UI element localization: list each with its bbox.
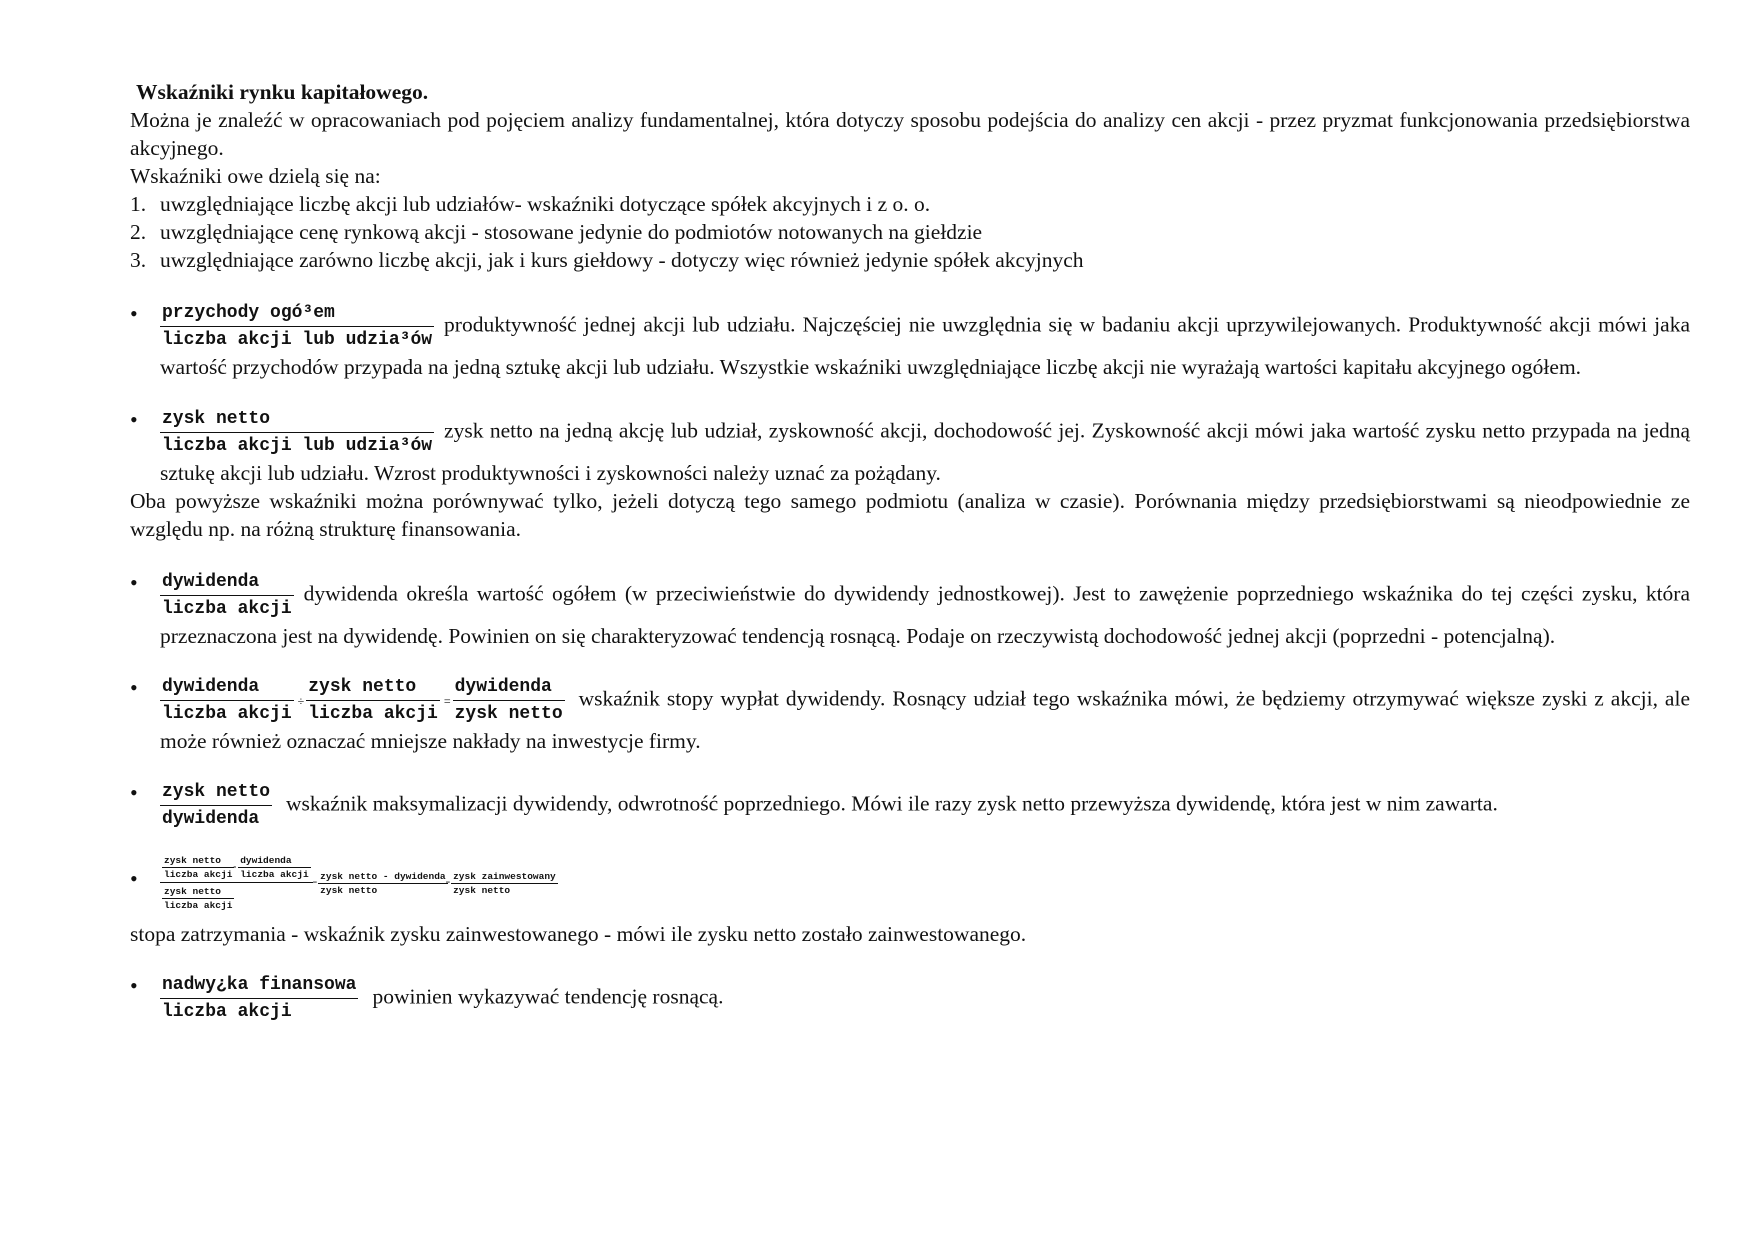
compound-denominator: [160, 883, 313, 912]
equals-operator: =: [312, 878, 318, 887]
fraction-denominator: liczba akcji: [164, 900, 233, 911]
formula-fraction-3: [451, 870, 558, 897]
ratio-fraction: [160, 300, 434, 353]
fraction-denominator: liczba akcji: [308, 704, 438, 724]
equals-operator: =: [445, 878, 451, 887]
ratio-description: zysk netto na jedną akcję lub udział, zyskowność akcji, dochodowość jej. Zyskowność akcji mówi jaka wartość zysku netto przypada na jedną sztukę akcji lub udziału. Wzrost produktywności i zyskowności należy uznać za pożądany.: [160, 418, 1690, 485]
fraction-denominator: zysk netto: [453, 884, 511, 896]
compound-numerator: [160, 854, 313, 883]
ratio-financial-surplus: [130, 972, 1690, 1025]
bullet-icon: •: [130, 407, 138, 432]
equals-operator: =: [443, 693, 451, 708]
fraction-denominator: liczba akcji lub udzia³ów: [162, 330, 433, 350]
ratio-payout: [130, 674, 1690, 755]
bullet-icon: •: [130, 301, 138, 326]
bullet-icon: •: [130, 675, 138, 700]
inner-fraction-lower: [162, 885, 234, 912]
ratio-dividend-cover: [130, 779, 1690, 832]
fraction-numerator: dywidenda: [453, 674, 565, 701]
intro-paragraph: Można je znaleźć w opracowaniach pod pojęciem analizy fundamentalnej, która dotyczy sposobu podejścia do analizy cen akcji - przez pryzmat funkcjonowania przedsiębiorstwa akcyjnego.: [130, 108, 1690, 160]
ratio-description: dywidenda określa wartość ogółem (w przeciwieństwie do dywidendy jednostkowej). Jest to zawężenie poprzedniego wskaźnika do tej części zysku, która przeznaczona jest na dywidendę. Powinien on się charakteryzować tendencją rosnącą. Podaje on rzeczywistą dochodowość jednej akcji (poprzedni - potencjalną).: [160, 581, 1690, 648]
ratio-fraction: [160, 406, 434, 459]
ratio-description: wskaźnik maksymalizacji dywidendy, odwrotność poprzedniego. Mówi ile razy zysk netto przewyższa dywidendę, która jest w nim zawarta.: [286, 791, 1498, 816]
division-intro: Wskaźniki owe dzielą się na:: [130, 164, 381, 188]
fraction-denominator: dywidenda: [162, 809, 260, 829]
fraction-numerator: przychody ogó³em: [160, 300, 434, 327]
formula-fraction-2: [318, 870, 447, 897]
formula-fraction-1: [160, 674, 294, 727]
document-title: Wskaźniki rynku kapitałowego.: [136, 80, 429, 104]
fraction-denominator: liczba akcji: [162, 1002, 292, 1022]
list-number: 2.: [130, 220, 147, 244]
ratio-description: produktywność jednej akcji lub udziału. Najczęściej nie uwzględnia się w badaniu akcji uprzywilejowanych. Produktywność akcji mówi jaka wartość przychodów przypada na jedną sztukę akcji lub udziału. Wszystkie wskaźniki uwzględniające liczbę akcji nie wyrażają wartości kapitału akcyjnego ogółem.: [160, 312, 1690, 379]
list-number: 1.: [130, 192, 147, 216]
list-item-text: uwzględniające cenę rynkową akcji - stosowane jedynie do podmiotów notowanych na giełdzie: [160, 220, 983, 244]
inner-fraction-1: [162, 854, 234, 881]
formula-fraction-2: [306, 674, 440, 727]
document-page: [130, 78, 1690, 1025]
fraction-numerator: zysk netto: [306, 674, 440, 701]
fraction-denominator: zysk netto: [320, 884, 378, 896]
ratio-fraction: [160, 569, 294, 622]
retention-description: stopa zatrzymania - wskaźnik zysku zainwestowanego - mówi ile zysku netto zostało zainwestowanego.: [130, 922, 1027, 946]
ratio-retention: [130, 854, 1690, 912]
retention-compound-fraction: [160, 854, 313, 912]
fraction-numerator: dywidenda: [160, 569, 294, 596]
fraction-numerator: zysk netto: [162, 885, 234, 899]
fraction-numerator: zysk zainwestowany: [453, 870, 556, 882]
list-item: [130, 246, 1690, 274]
bullet-icon: •: [130, 973, 138, 998]
list-item-text: uwzględniające zarówno liczbę akcji, jak i kurs giełdowy - dotyczy więc również jedynie spółek akcyjnych: [160, 248, 1084, 272]
ratio-profitability: [130, 406, 1690, 487]
minus-operator: -: [232, 862, 238, 872]
divide-operator: ÷: [297, 693, 305, 708]
fraction-numerator: dywidenda: [238, 854, 310, 868]
fraction-denominator: liczba akcji lub udzia³ów: [162, 436, 433, 456]
ratio-dividend-per-share: [130, 569, 1690, 650]
ratio-description: powinien wykazywać tendencję rosnącą.: [372, 984, 724, 1009]
inner-fraction-2: [238, 854, 310, 881]
bullet-icon: •: [130, 866, 138, 891]
comparison-note: Oba powyższe wskaźniki można porównywać tylko, jeżeli dotyczą tego samego podmiotu (analiza w czasie). Porównania między przedsiębiorstwami są nieodpowiednie ze względu np. na różną strukturę finansowania.: [130, 489, 1690, 541]
fraction-denominator: liczba akcji: [162, 704, 292, 724]
list-item: [130, 218, 1690, 246]
fraction-numerator: zysk netto - dywidenda: [320, 870, 446, 882]
bullet-icon: •: [130, 570, 138, 595]
fraction-numerator: zysk netto: [162, 854, 234, 868]
fraction-denominator: liczba akcji: [162, 599, 292, 619]
fraction-denominator: zysk netto: [454, 704, 563, 724]
bullet-icon: •: [130, 780, 138, 805]
fraction-denominator: liczba akcji: [164, 869, 233, 880]
category-list: [130, 190, 1690, 274]
fraction-numerator: zysk netto: [160, 779, 272, 806]
list-number: 3.: [130, 248, 147, 272]
fraction-numerator: zysk netto: [160, 406, 434, 433]
list-item: [130, 190, 1690, 218]
ratio-fraction: [160, 779, 272, 832]
ratio-description: wskaźnik stopy wypłat dywidendy. Rosnący udział tego wskaźnika mówi, że będziemy otrzymywać większe zyski z akcji, ale może również oznaczać mniejsze nakłady na inwestycje firmy.: [160, 686, 1690, 753]
list-item-text: uwzględniające liczbę akcji lub udziałów- wskaźniki dotyczące spółek akcyjnych i z o. o.: [160, 192, 931, 216]
ratio-productivity: [130, 300, 1690, 381]
formula-fraction-3: [453, 674, 565, 727]
fraction-denominator: liczba akcji: [240, 869, 309, 880]
ratio-fraction: [160, 972, 358, 1025]
fraction-numerator: dywidenda: [160, 674, 294, 701]
fraction-numerator: nadwy¿ka finansowa: [160, 972, 358, 999]
